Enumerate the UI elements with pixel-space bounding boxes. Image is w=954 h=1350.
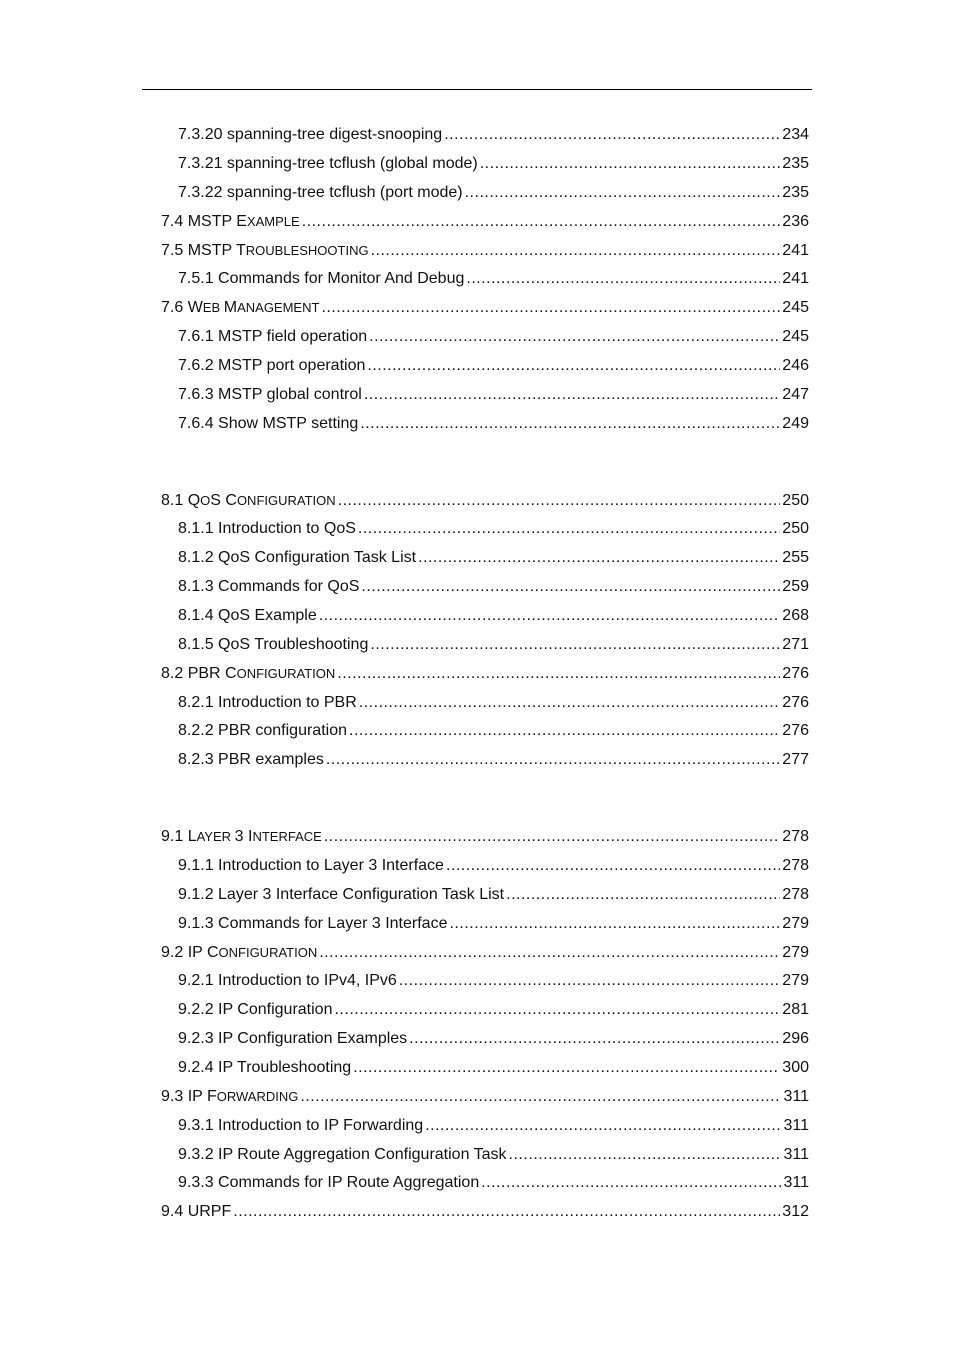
toc-section-entry[interactable] [161, 663, 809, 685]
toc-entry-title: 7.5 MSTP TROUBLESHOOTING [161, 242, 369, 259]
toc-subsection-entry[interactable] [178, 326, 809, 348]
toc-entry-title: 8.1 QOS CONFIGURATION [161, 492, 336, 509]
toc-section-entry[interactable] [161, 942, 809, 964]
toc-page-number: 279 [782, 944, 809, 961]
toc-page-number: 234 [782, 126, 809, 143]
toc-entry-title: 9.3 IP FORWARDING [161, 1088, 299, 1105]
toc-page-number: 255 [782, 549, 809, 566]
toc-entry-title: 7.3.22 spanning-tree tcflush (port mode) [178, 184, 463, 201]
toc-entry-title: 8.1.5 QoS Troubleshooting [178, 636, 369, 653]
toc-dot-leader [480, 153, 781, 175]
toc-page-number: 235 [782, 155, 809, 172]
toc-dot-leader [359, 692, 781, 714]
toc-page-number: 245 [782, 299, 809, 316]
toc-dot-leader [358, 518, 780, 540]
toc-dot-leader [233, 1201, 780, 1223]
toc-dot-leader [302, 211, 781, 233]
toc-page-number: 249 [782, 415, 809, 432]
toc-page-number: 311 [783, 1146, 809, 1163]
toc-entry-title: 9.4 URPF [161, 1203, 232, 1220]
toc-entry-title: 8.1.3 Commands for QoS [178, 578, 360, 595]
toc-page-number: 236 [782, 213, 809, 230]
toc-section-entry[interactable] [161, 1201, 809, 1223]
toc-subsection-entry[interactable] [178, 547, 809, 569]
toc-dot-leader [349, 720, 780, 742]
toc-dot-leader [399, 970, 781, 992]
toc-page-number: 250 [782, 520, 809, 537]
toc-page-number: 281 [782, 1001, 809, 1018]
toc-entry-title: 9.3.3 Commands for IP Route Aggregation [178, 1174, 480, 1191]
toc-entry-title: 7.6.3 MSTP global control [178, 386, 362, 403]
toc-entry-title: 7.6 WEB MANAGEMENT [161, 299, 320, 316]
toc-dot-leader [418, 547, 780, 569]
toc-subsection-entry[interactable] [178, 1057, 809, 1079]
toc-dot-leader [449, 913, 780, 935]
toc-dot-leader [338, 490, 781, 512]
toc-dot-leader [361, 576, 780, 598]
toc-subsection-entry[interactable] [178, 268, 809, 290]
toc-dot-leader [481, 1172, 781, 1194]
toc-entry-title: 8.2 PBR CONFIGURATION [161, 665, 336, 682]
toc-page-number: 312 [782, 1203, 809, 1220]
toc-page-number: 235 [782, 184, 809, 201]
toc-entry-title: 7.6.2 MSTP port operation [178, 357, 366, 374]
toc-entry-title: 9.1.3 Commands for Layer 3 Interface [178, 915, 448, 932]
toc-dot-leader [353, 1057, 780, 1079]
toc-dot-leader [321, 297, 780, 319]
toc-dot-leader [370, 634, 780, 656]
toc-entry-title: 9.1 LAYER 3 INTERFACE [161, 828, 322, 845]
toc-page-number: 276 [782, 665, 809, 682]
toc-subsection-entry[interactable] [178, 692, 809, 714]
toc-page-number: 278 [782, 886, 809, 903]
toc-section-entry[interactable] [161, 211, 809, 233]
toc-subsection-entry[interactable] [178, 999, 809, 1021]
toc-entry-title: 7.6.4 Show MSTP setting [178, 415, 359, 432]
toc-dot-leader [319, 942, 780, 964]
toc-subsection-entry[interactable] [178, 124, 809, 146]
toc-page-number: 268 [782, 607, 809, 624]
toc-dot-leader [319, 605, 781, 627]
toc-entry-title: 9.1.1 Introduction to Layer 3 Interface [178, 857, 444, 874]
toc-subsection-entry[interactable] [178, 576, 809, 598]
toc-section-entry[interactable] [161, 240, 809, 262]
toc-dot-leader [326, 749, 780, 771]
toc-entry-title: 9.3.1 Introduction to IP Forwarding [178, 1117, 424, 1134]
toc-section-entry[interactable] [161, 297, 809, 319]
toc-subsection-entry[interactable] [178, 634, 809, 656]
toc-page-number: 246 [782, 357, 809, 374]
toc-dot-leader [466, 268, 780, 290]
toc-subsection-entry[interactable] [178, 1028, 809, 1050]
toc-entry-title: 9.2.2 IP Configuration [178, 1001, 333, 1018]
toc-subsection-entry[interactable] [178, 384, 809, 406]
toc-entry-title: 8.2.3 PBR examples [178, 751, 324, 768]
toc-dot-leader [371, 240, 781, 262]
toc-entry-title: 7.5.1 Commands for Monitor And Debug [178, 270, 465, 287]
toc-entry-title: 9.2.4 IP Troubleshooting [178, 1059, 352, 1076]
toc-page-number: 311 [783, 1117, 809, 1134]
toc-dot-leader [425, 1115, 781, 1137]
toc-entry-title: 8.1.1 Introduction to QoS [178, 520, 356, 537]
toc-dot-leader [360, 413, 780, 435]
toc-subsection-entry[interactable] [178, 518, 809, 540]
toc-dot-leader [506, 884, 780, 906]
toc-dot-leader [369, 326, 780, 348]
toc-dot-leader [509, 1144, 782, 1166]
toc-entry-title: 7.4 MSTP EXAMPLE [161, 213, 300, 230]
toc-page-number: 311 [783, 1174, 809, 1191]
toc-page-number: 278 [782, 857, 809, 874]
toc-dot-leader [367, 355, 780, 377]
toc-section-entry[interactable] [161, 1086, 809, 1108]
toc-subsection-entry[interactable] [178, 182, 809, 204]
toc-dot-leader [337, 663, 780, 685]
toc-page-number: 241 [782, 242, 809, 259]
toc-page-number: 279 [782, 915, 809, 932]
toc-entry-title: 9.1.2 Layer 3 Interface Configuration Task List [178, 886, 505, 903]
toc-entry-title: 8.1.2 QoS Configuration Task List [178, 549, 417, 566]
toc-page-number: 296 [782, 1030, 809, 1047]
toc-dot-leader [409, 1028, 780, 1050]
toc-dot-leader [324, 826, 781, 848]
toc-entry-title: 9.2 IP CONFIGURATION [161, 944, 318, 961]
toc-page-number: 276 [782, 722, 809, 739]
toc-page-number: 250 [782, 492, 809, 509]
toc-subsection-entry[interactable] [178, 749, 809, 771]
toc-entry-title: 9.2.1 Introduction to IPv4, IPv6 [178, 972, 397, 989]
toc-subsection-entry[interactable] [178, 1172, 809, 1194]
toc-subsection-entry[interactable] [178, 355, 809, 377]
toc-subsection-entry[interactable] [178, 153, 809, 175]
toc-page-number: 278 [782, 828, 809, 845]
toc-subsection-entry[interactable] [178, 913, 809, 935]
toc-entry-title: 8.1.4 QoS Example [178, 607, 317, 624]
toc-subsection-entry[interactable] [178, 884, 809, 906]
toc-subsection-entry[interactable] [178, 1144, 809, 1166]
toc-page-number: 259 [782, 578, 809, 595]
toc-entry-title: 7.3.21 spanning-tree tcflush (global mode) [178, 155, 478, 172]
toc-entry-title: 7.6.1 MSTP field operation [178, 328, 368, 345]
toc-entry-title: 8.2.1 Introduction to PBR [178, 694, 357, 711]
toc-dot-leader [364, 384, 780, 406]
toc-dot-leader [444, 124, 780, 146]
header-rule [142, 89, 812, 90]
toc-page-number: 241 [782, 270, 809, 287]
toc-page-number: 300 [782, 1059, 809, 1076]
toc-page-number: 245 [782, 328, 809, 345]
toc-subsection-entry[interactable] [178, 1115, 809, 1137]
toc-page-number: 276 [782, 694, 809, 711]
toc-page-number: 247 [782, 386, 809, 403]
toc-page-number: 311 [783, 1088, 809, 1105]
toc-entry-title: 9.2.3 IP Configuration Examples [178, 1030, 408, 1047]
toc-page-number: 271 [782, 636, 809, 653]
toc-subsection-entry[interactable] [178, 855, 809, 877]
toc-dot-leader [446, 855, 780, 877]
toc-section-entry[interactable] [161, 490, 809, 512]
toc-dot-leader [300, 1086, 781, 1108]
toc-page-number: 279 [782, 972, 809, 989]
toc-entry-title: 9.3.2 IP Route Aggregation Configuration Task [178, 1146, 507, 1163]
toc-subsection-entry[interactable] [178, 605, 809, 627]
toc-subsection-entry[interactable] [178, 970, 809, 992]
toc-page-number: 277 [782, 751, 809, 768]
toc-subsection-entry[interactable] [178, 720, 809, 742]
toc-entry-title: 8.2.2 PBR configuration [178, 722, 347, 739]
toc-dot-leader [465, 182, 781, 204]
toc-entry-title: 7.3.20 spanning-tree digest-snooping [178, 126, 443, 143]
toc-dot-leader [334, 999, 780, 1021]
toc-section-entry[interactable] [161, 826, 809, 848]
toc-subsection-entry[interactable] [178, 413, 809, 435]
